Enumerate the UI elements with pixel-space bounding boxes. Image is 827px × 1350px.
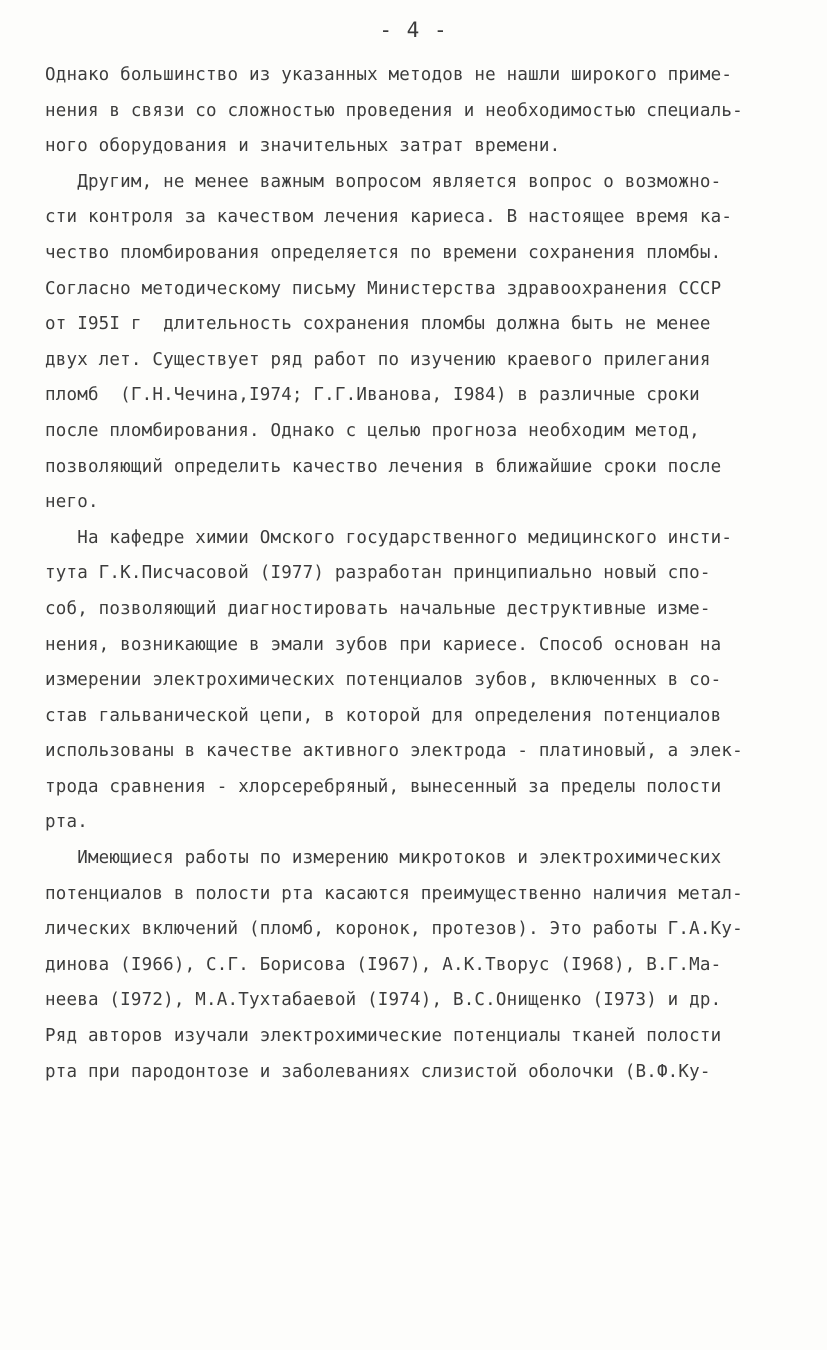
page-number: - 4 - (379, 18, 448, 42)
text-line: двух лет. Существует ряд работ по изучению краевого прилегания (45, 349, 711, 370)
text-line: ного оборудования и значительных затрат времени. (45, 136, 561, 157)
text-line: На кафедре химии Омского государственного медицинского инсти- (45, 527, 733, 548)
text-line: Ряд авторов изучали электрохимические потенциалы тканей полости (45, 1026, 722, 1047)
text-line: рта при пародонтозе и заболеваниях слизистой оболочки (В.Ф.Ку- (45, 1061, 711, 1082)
text-line: трода сравнения - хлорсеребряный, вынесенный за пределы полости (45, 776, 722, 797)
text-line: от I95I г длительность сохранения пломбы должна быть не менее (45, 314, 711, 335)
text-line: чество пломбирования определяется по времени сохранения пломбы. (45, 242, 722, 263)
body-text (45, 58, 790, 1090)
paragraph-4 (45, 841, 790, 1090)
text-line: нения, возникающие в эмали зубов при кариесе. Способ основан на (45, 634, 722, 655)
text-line: Другим, не менее важным вопросом является вопрос о возможно- (45, 171, 722, 192)
text-line: использованы в качестве активного электрода - платиновый, а элек- (45, 741, 743, 762)
text-line: после пломбирования. Однако с целью прогноза необходим метод, (45, 420, 700, 441)
text-line: лических включений (пломб, коронок, протезов). Это работы Г.А.Ку- (45, 919, 743, 940)
text-line: Согласно методическому письму Министерства здравоохранения СССР (45, 278, 722, 299)
text-line: пломб (Г.Н.Чечина,I974; Г.Г.Иванова, I984) в различные сроки (45, 385, 700, 406)
text-line: него. (45, 492, 99, 513)
text-line: динова (I966), С.Г. Борисова (I967), А.К.Творус (I968), В.Г.Ма- (45, 954, 722, 975)
text-line: Однако большинство из указанных методов не нашли широкого приме- (45, 65, 733, 85)
text-line: потенциалов в полости рта касаются преимущественно наличия метал- (45, 883, 743, 904)
text-line: измерении электрохимических потенциалов зубов, включенных в со- (45, 670, 722, 691)
text-line: рта. (45, 812, 88, 833)
text-line: соб, позволяющий диагностировать начальные деструктивные изме- (45, 598, 711, 619)
text-line: неева (I972), М.А.Тухтабаевой (I974), В.С.Онищенко (I973) и др. (45, 990, 722, 1011)
paragraph-3 (45, 521, 790, 841)
text-line: сти контроля за качеством лечения кариеса. В настоящее время ка- (45, 207, 733, 228)
text-line: Имеющиеся работы по измерению микротоков и электрохимических (45, 848, 722, 869)
text-line: нения в связи со сложностью проведения и необходимостью специаль- (45, 100, 743, 121)
text-line: став гальванической цепи, в которой для определения потенциалов (45, 705, 722, 726)
text-line: позволяющий определить качество лечения в ближайшие сроки после (45, 456, 722, 477)
text-line: тута Г.К.Писчасовой (I977) разработан принципиально новый спо- (45, 563, 711, 584)
paragraph-2 (45, 165, 790, 521)
paragraph-1 (45, 58, 790, 165)
